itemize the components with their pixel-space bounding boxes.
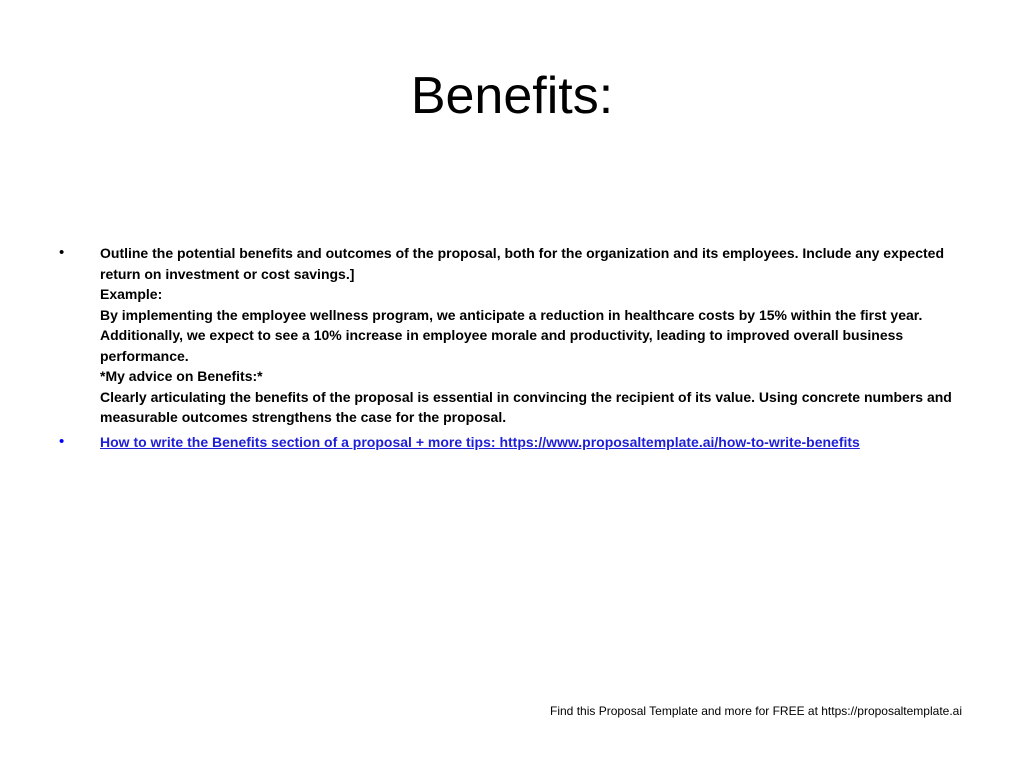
bullet-item-tips-link <box>56 432 956 453</box>
bullet-icon: • <box>59 432 65 450</box>
benefits-intro-text: Outline the potential benefits and outcomes of the proposal, both for the organization and its employees. Include any expected return on investment or cost savings.] <box>100 245 944 282</box>
advice-text: Clearly articulating the benefits of the proposal is essential in convincing the recipient of its value. Using concrete numbers and measurable outcomes strengthens the case for the proposal. <box>100 388 952 425</box>
advice-label: *My advice on Benefits:* <box>100 368 263 384</box>
slide-title: Benefits: <box>410 67 614 125</box>
tips-link[interactable]: How to write the Benefits section of a proposal + more tips: https://www.proposaltemplate.ai/how-to-write-benefits <box>100 433 860 450</box>
bullet-list <box>56 243 956 456</box>
example-label: Example: <box>100 286 163 302</box>
footer-text: Find this Proposal Template and more for FREE at https://proposaltemplate.ai <box>550 704 962 718</box>
example-text: By implementing the employee wellness program, we anticipate a reduction in healthcare costs by 15% within the first year. Additionally, we expect to see a 10% increase in employee morale and productivity, leading to improved overall business performance. <box>100 306 923 364</box>
bullet-icon: • <box>59 244 65 261</box>
bullet-item-benefits-outline <box>56 243 956 428</box>
